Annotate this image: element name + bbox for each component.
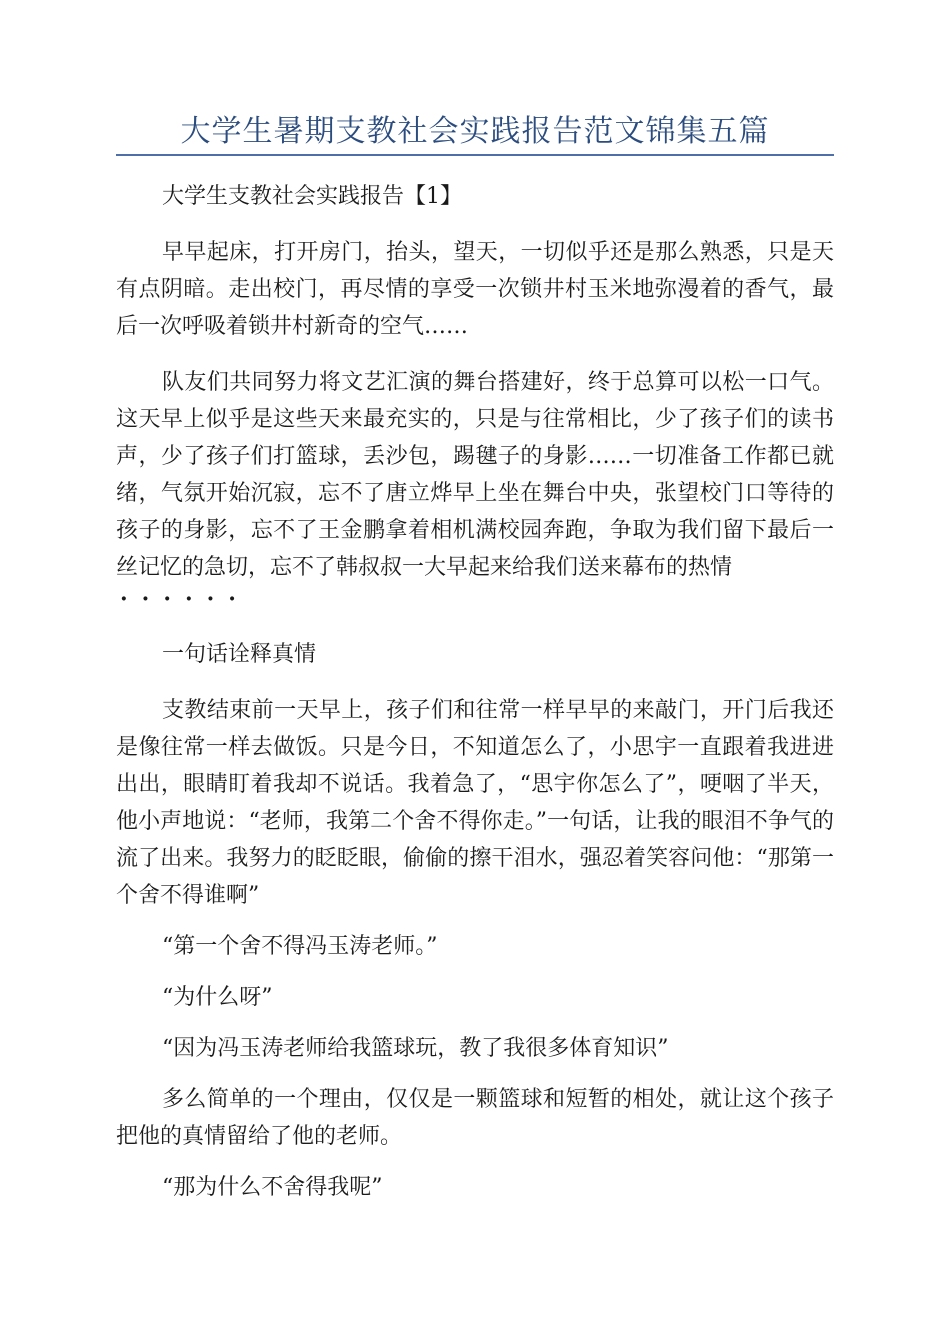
paragraph: 支教结束前一天早上，孩子们和往常一样早早的来敲门，开门后我还是像往常一样去做饭。只是今日，不知道怎么了，小思宇一直跟着我进进出出，眼睛盯着我却不说话。我着急了，“思宇你怎么了”，哽咽了半天，他小声地说：“老师，我第二个舍不得你走。”一句话，让我的眼泪不争气的流了出来。我努力的眨眨眼，偷偷的擦干泪水，强忍着笑容问他：“那第一个舍不得谁啊” bbox=[116, 698, 834, 908]
title-underline bbox=[116, 154, 834, 156]
paragraph: 多么简单的一个理由，仅仅是一颗篮球和短暂的相处，就让这个孩子把他的真情留给了他的老师。 bbox=[116, 1087, 834, 1149]
document-body bbox=[116, 172, 834, 1206]
dialogue-line: “为什么呀” bbox=[162, 985, 273, 1010]
dialogue-line: “第一个舍不得冯玉涛老师。” bbox=[162, 934, 438, 959]
document-title: 大学生暑期支教社会实践报告范文锦集五篇 bbox=[180, 114, 770, 149]
subheading: 一句话诠释真情 bbox=[162, 642, 317, 667]
section-heading: 大学生支教社会实践报告【1】 bbox=[162, 184, 462, 209]
dialogue-line: “因为冯玉涛老师给我篮球玩，教了我很多体育知识” bbox=[162, 1036, 669, 1061]
dialogue-line: “那为什么不舍得我呢” bbox=[162, 1175, 383, 1200]
ellipsis-dots: ······ bbox=[120, 586, 250, 612]
paragraph: 早早起床，打开房门，抬头，望天，一切似乎还是那么熟悉，只是天有点阴暗。走出校门，再尽情的享受一次锁井村玉米地弥漫着的香气，最后一次呼吸着锁井村新奇的空气…… bbox=[116, 240, 834, 339]
paragraph: 队友们共同努力将文艺汇演的舞台搭建好，终于总算可以松一口气。这天早上似乎是这些天来最充实的，只是与往常相比，少了孩子们的读书声，少了孩子们打篮球，丢沙包，踢毽子的身影……一切准备工作都已就绪，气氛开始沉寂，忘不了唐立烨早上坐在舞台中央，张望校门口等待的孩子的身影，忘不了王金鹏拿着相机满校园奔跑，争取为我们留下最后一丝记忆的急切，忘不了韩叔叔一大早起来给我们送来幕布的热情 bbox=[116, 370, 834, 580]
